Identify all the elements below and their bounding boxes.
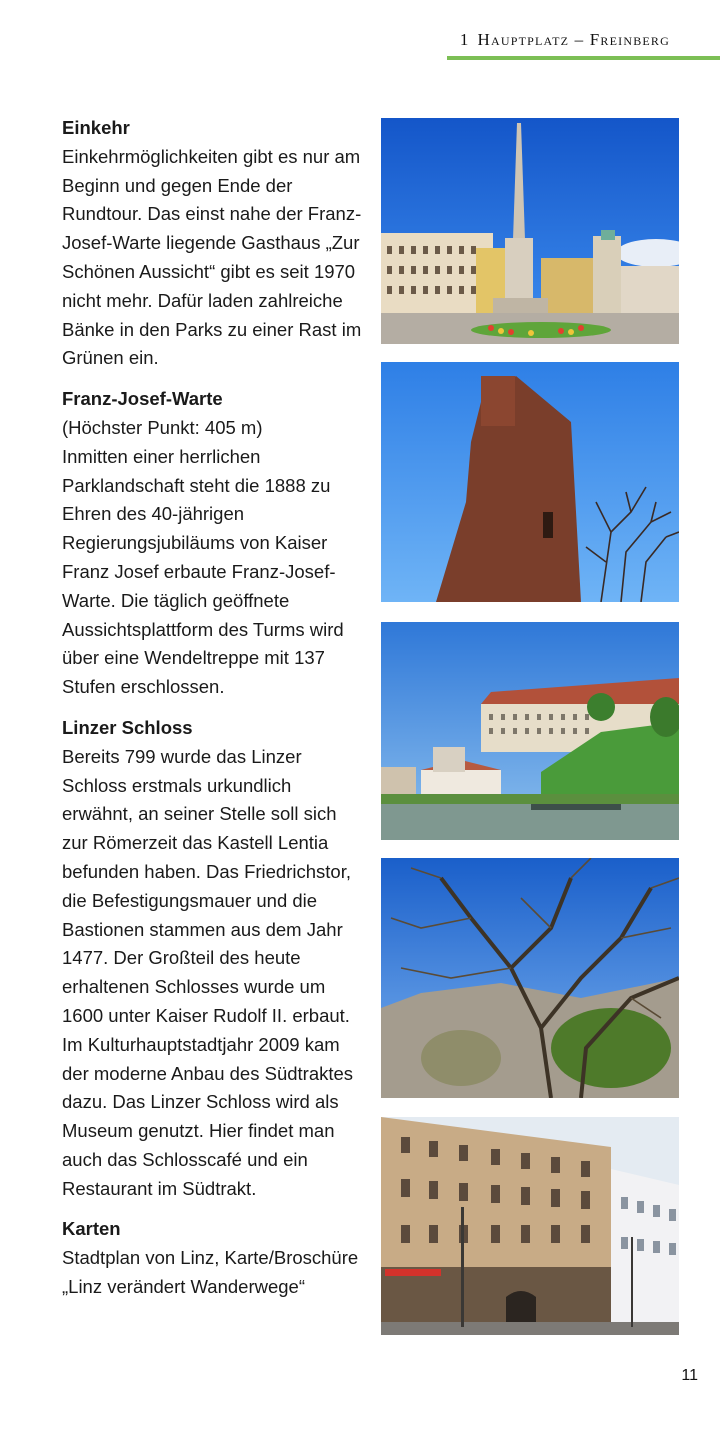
- section-subtitle: (Höchster Punkt: 405 m): [62, 416, 263, 438]
- section-title: Linzer Schloss: [62, 716, 193, 738]
- section-paragraph: Inmitten einer herrlichen Parklandschaft steht die 1888 zu Ehren des 40-jährigen Regierungsjubiläums von Kaiser Franz Josef erbaute Franz-Josef-Warte. Die täglich geöffnete Aussichtsplattform des Turms wird über eine Wendeltreppe mit 137 Stufen erschlossen.: [62, 445, 344, 698]
- section-paragraph: Stadtplan von Linz, Karte/Broschüre „Linz verändert Wanderwege“: [62, 1247, 359, 1298]
- castle-photo: [381, 622, 679, 840]
- section-paragraph: Einkehrmöglichkeiten gibt es nur am Beginn und gegen Ende der Rundtour. Das einst nahe der Franz-Josef-Warte liegende Gasthaus „Zur Schönen Aussicht“ gibt es seit 1970 nicht mehr. Dafür laden zahlreiche Bänke in den Parks zu einer Rast im Grünen ein.: [62, 145, 362, 369]
- section-linzer-schloss: [62, 714, 362, 1204]
- chapter-title: Hauptplatz – Freinberg: [477, 30, 670, 49]
- section-karten: [62, 1215, 362, 1301]
- page-number: 11: [681, 1367, 698, 1384]
- section-paragraph: Bereits 799 wurde das Linzer Schloss erstmals urkundlich erwähnt, an seiner Stelle soll sich zur Römerzeit das Kastell Lentia befunden haben. Das Friedrichstor, die Befestigungsmauer und die Bastionen stammen aus dem Jahr 1477. Der Großteil des heute erhaltenen Schlosses wurde um 1600 unter Kaiser Rudolf II. erbaut. Im Kulturhauptstadtjahr 2009 kam der moderne Anbau des Südtraktes dazu. Das Linzer Schloss wird als Museum genutzt. Hier findet man auch das Schlosscafé und ein Restaurant im Südtrakt.: [62, 745, 354, 1199]
- section-title: Einkehr: [62, 117, 130, 138]
- text-column: [62, 114, 362, 1314]
- chapter-number: 1: [459, 30, 470, 49]
- tower-photo: [381, 362, 679, 602]
- section-einkehr: [62, 114, 362, 373]
- trees-photo: [381, 858, 679, 1098]
- running-header: [460, 30, 678, 54]
- section-franz-josef-warte: [62, 385, 362, 702]
- column-square-photo: [381, 118, 679, 344]
- section-title: Karten: [62, 1218, 121, 1240]
- section-title: Franz-Josef-Warte: [62, 388, 223, 410]
- header-accent-rule: [447, 56, 720, 60]
- building-photo: [381, 1117, 679, 1335]
